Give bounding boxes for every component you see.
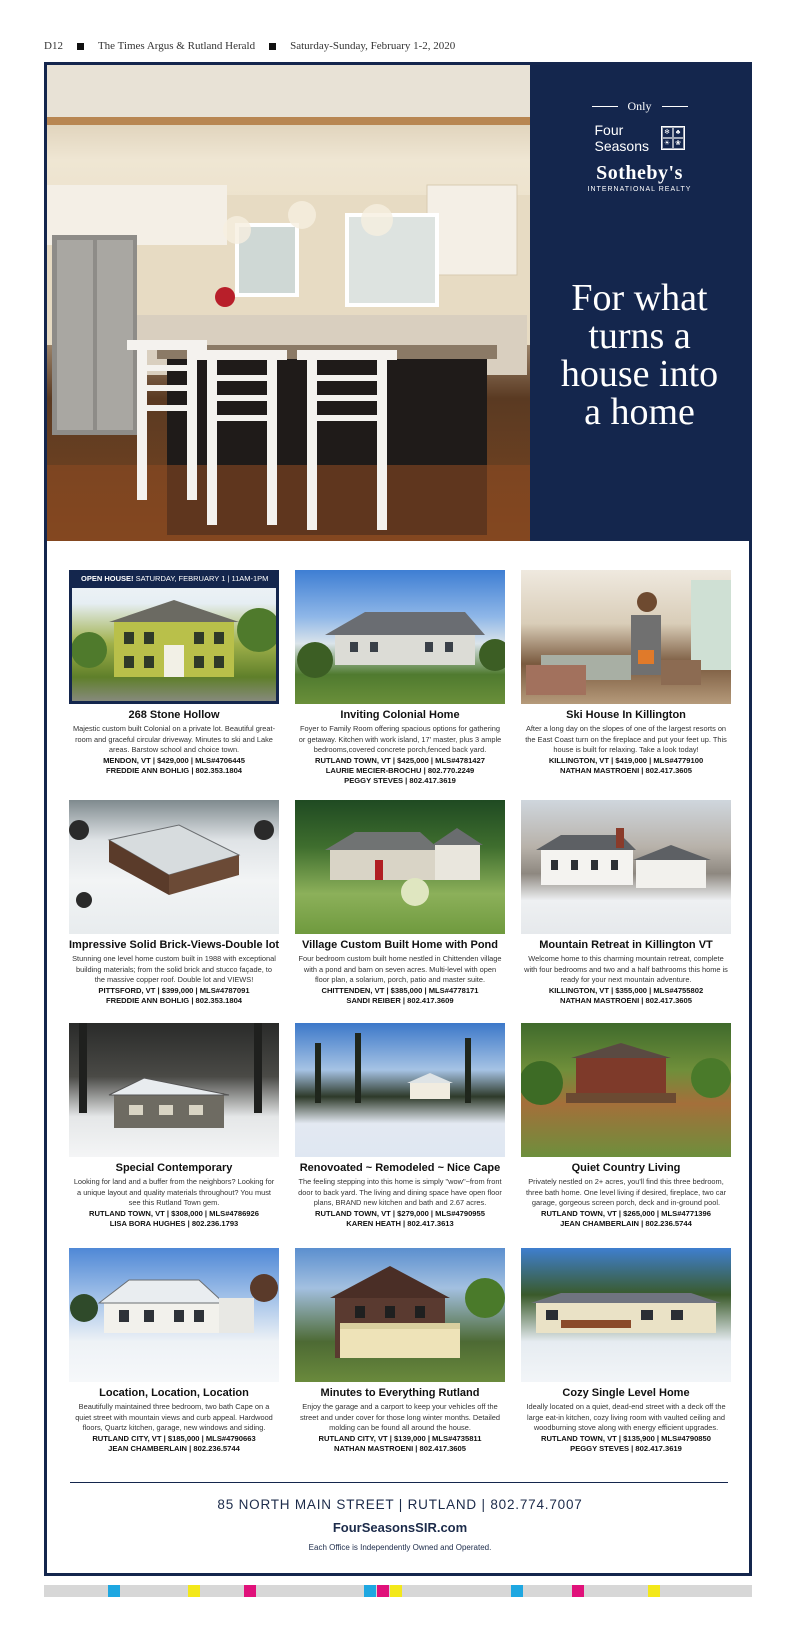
- listing-card[interactable]: [69, 1248, 279, 1454]
- listing-location-price: RUTLAND TOWN, VT | $279,000 | MLS#4790955: [315, 1208, 485, 1218]
- brand-panel: [530, 65, 749, 541]
- registration-swatch: [572, 1585, 584, 1597]
- listing-photo: [69, 1023, 279, 1157]
- listing-title: Ski House In Killington: [566, 709, 686, 721]
- headline: [530, 279, 749, 431]
- listing-card[interactable]: [521, 1023, 731, 1229]
- listing-description: Beautifully maintained three bedroom, two bath Cape on a quiet street with mountain views and curb appeal. Hardwood floors, Quartz kitchen, garage, new windows and siding.: [75, 1402, 273, 1432]
- separator-square: [269, 43, 276, 50]
- hero-kitchen-photo: [47, 65, 530, 541]
- listing-description: Looking for land and a buffer from the neighbors? Looking for a unique layout and quality materials throughout? You must see this Rutland Town gem.: [73, 1177, 275, 1207]
- listing-title: Quiet Country Living: [571, 1162, 681, 1174]
- listing-photo: [521, 800, 731, 934]
- registration-swatch: [648, 1585, 660, 1597]
- listing-card[interactable]: [521, 1248, 731, 1454]
- headline-line: turns a: [588, 315, 691, 357]
- listing-card[interactable]: [295, 800, 505, 1006]
- listing-card[interactable]: [69, 800, 279, 1006]
- listing-title: 268 Stone Hollow: [128, 709, 220, 721]
- listing-description: Privately nestled on 2+ acres, you'll find this three bedroom, three bath home. One level living if desired, fireplace, two car garage, gorgeous screen porch, deck and in-ground pool.: [525, 1177, 727, 1207]
- registration-swatch: [390, 1585, 402, 1597]
- listing-agent: SANDI REIBER | 802.417.3609: [346, 995, 454, 1005]
- listing-photo: [521, 1248, 731, 1382]
- listing-location-price: KILLINGTON, VT | $355,000 | MLS#4755802: [548, 985, 704, 995]
- listing-card[interactable]: [69, 570, 279, 776]
- listing-description: Stunning one level home custom built in 1988 with exceptional building materials; from the solid brick and stucco façade, to the massive copper roof. Double lot and VIEWS!: [72, 954, 276, 984]
- listing-agent: PEGGY STEVES | 802.417.3619: [570, 1443, 682, 1453]
- listing-card[interactable]: [295, 1248, 505, 1454]
- listing-card[interactable]: [295, 1023, 505, 1229]
- listing-location-price: RUTLAND CITY, VT | $139,000 | MLS#4735811: [318, 1433, 482, 1443]
- listing-title: Mountain Retreat in Killington VT: [539, 939, 713, 951]
- listing-location-price: RUTLAND TOWN, VT | $425,000 | MLS#4781427: [315, 755, 485, 765]
- listing-photo: [521, 570, 731, 704]
- listing-title: Renovoated ~ Remodeled ~ Nice Cape: [299, 1162, 501, 1174]
- listing-agent: NATHAN MASTROENI | 802.417.3605: [560, 765, 692, 775]
- kitchen-illustration: [47, 65, 530, 541]
- listing-title: Location, Location, Location: [99, 1387, 249, 1399]
- listing-location-price: RUTLAND CITY, VT | $185,000 | MLS#4790663: [92, 1433, 256, 1443]
- listing-agent: FREDDIE ANN BOHLIG | 802.353.1804: [105, 765, 243, 775]
- registration-swatch: [244, 1585, 256, 1597]
- listing-photo: [295, 800, 505, 934]
- listing-title: Inviting Colonial Home: [340, 709, 460, 721]
- listing-location-price: KILLINGTON, VT | $419,000 | MLS#4779100: [548, 755, 704, 765]
- registration-swatch: [377, 1585, 389, 1597]
- brand-seasons: Seasons: [594, 138, 649, 154]
- headline-line: house into: [560, 353, 719, 395]
- listing-location-price: RUTLAND TOWN, VT | $135,900 | MLS#4790850: [541, 1433, 711, 1443]
- listing-agent: JEAN CHAMBERLAIN | 802.236.5744: [108, 1443, 240, 1453]
- separator-square: [77, 43, 84, 50]
- listing-description: After a long day on the slopes of one of the largest resorts on the East Coast turn on the fireplace and put your feet up. This house is built for relaxing. Take a look today!: [525, 724, 727, 754]
- listing-description: Majestic custom built Colonial on a private lot. Beautiful great-room and graceful circular driveway. Minutes to ski and Lake areas. Barstow school and choice town.: [72, 724, 276, 754]
- footer-disclaimer: Each Office is Independently Owned and Operated.: [308, 1543, 492, 1552]
- listing-photo: [69, 570, 279, 704]
- brand-only-label: Only: [627, 99, 652, 113]
- listing-card[interactable]: [521, 800, 731, 1006]
- listing-photo: [295, 1248, 505, 1382]
- website-link[interactable]: FourSeasonsSIR.com: [332, 1520, 468, 1535]
- listing-photo: [521, 1023, 731, 1157]
- brand-logo: [530, 99, 749, 193]
- open-house-banner: OPEN HOUSE! SATURDAY, FEBRUARY 1 | 11AM-1PM: [69, 570, 279, 588]
- listing-title: Minutes to Everything Rutland: [320, 1387, 480, 1399]
- four-seasons-logo-icon: ❄ ♣ ☀ ❀: [661, 126, 685, 150]
- listing-description: Welcome home to this charming mountain retreat, complete with four bedrooms and two and a half bathrooms this home is ready for your next mountain adventure.: [524, 954, 728, 984]
- listing-title: Village Custom Built Home with Pond: [302, 939, 498, 951]
- listing-location-price: CHITTENDEN, VT | $385,000 | MLS#4778171: [321, 985, 479, 995]
- issue-date: Saturday-Sunday, February 1-2, 2020: [290, 40, 456, 52]
- listing-title: Special Contemporary: [115, 1162, 233, 1174]
- paper-name: The Times Argus & Rutland Herald: [97, 40, 256, 52]
- listing-description: Ideally located on a quiet, dead-end street with a deck off the large eat-in kitchen, cozy living room with vaulted ceiling and woodburning stove along with energy efficient upgrades.: [526, 1402, 726, 1432]
- registration-swatch: [511, 1585, 523, 1597]
- footer-divider: [70, 1482, 728, 1483]
- registration-swatch: [108, 1585, 120, 1597]
- listing-title: Cozy Single Level Home: [562, 1387, 690, 1399]
- listing-location-price: RUTLAND TOWN, VT | $265,000 | MLS#4771396: [541, 1208, 711, 1218]
- masthead: [44, 40, 455, 52]
- registration-swatch: [364, 1585, 376, 1597]
- listing-photo: [69, 1248, 279, 1382]
- page-number: D12: [44, 40, 63, 52]
- listing-description: The feeling stepping into this home is simply "wow"~from front door to back yard. The living and dining space have open floor plans, BRAND new kitchen and bath and 2.67 acres.: [298, 1177, 502, 1207]
- listing-description: Four bedroom custom built home nestled in Chittenden village with a pond and barn on seven acres. Multi-level with open floor plan, a solarium, porch, patio and master suite.: [298, 954, 502, 984]
- listing-description: Foyer to Family Room offering spacious options for gathering or getaway. Kitchen with work island, 17' master, plus 3 ample bedrooms,covered concrete porch,fenced back yard.: [298, 724, 502, 754]
- listing-card[interactable]: [69, 1023, 279, 1229]
- hero: [47, 65, 749, 541]
- brand-sothebys: Sotheby's: [596, 162, 683, 184]
- listing-description: Enjoy the garage and a carport to keep your vehicles off the street and under cover for those long winter months. Detailed molding can be found all around the house.: [299, 1402, 501, 1432]
- listing-location-price: MENDON, VT | $429,000 | MLS#4706445: [103, 755, 245, 765]
- listing-photo: [295, 1023, 505, 1157]
- brand-intl: INTERNATIONAL REALTY: [587, 186, 692, 193]
- listing-agent: LISA BORA HUGHES | 802.236.1793: [109, 1218, 239, 1228]
- listing-agent: PEGGY STEVES | 802.417.3619: [344, 775, 456, 785]
- print-color-bar: [44, 1585, 752, 1597]
- listing-agent: KAREN HEATH | 802.417.3613: [346, 1218, 454, 1228]
- listing-location-price: RUTLAND TOWN, VT | $308,000 | MLS#4786926: [89, 1208, 259, 1218]
- listing-card[interactable]: [295, 570, 505, 786]
- listing-agent: NATHAN MASTROENI | 802.417.3605: [560, 995, 692, 1005]
- listing-title: Impressive Solid Brick-Views-Double lot: [69, 939, 280, 951]
- headline-line: For what: [571, 277, 708, 319]
- listing-photo: [295, 570, 505, 704]
- listing-agent: LAURIE MECIER-BROCHU | 802.770.2249: [325, 765, 475, 775]
- listing-agent: FREDDIE ANN BOHLIG | 802.353.1804: [105, 995, 243, 1005]
- listing-location-price: PITTSFORD, VT | $399,000 | MLS#4787091: [98, 985, 250, 995]
- listing-photo: [69, 800, 279, 934]
- registration-swatch: [188, 1585, 200, 1597]
- brand-four: Four: [594, 122, 624, 138]
- listing-card[interactable]: [521, 570, 731, 776]
- office-address: 85 NORTH MAIN STREET | RUTLAND | 802.774.7007: [217, 1497, 583, 1512]
- listing-agent: JEAN CHAMBERLAIN | 802.236.5744: [560, 1218, 692, 1228]
- listing-agent: NATHAN MASTROENI | 802.417.3605: [334, 1443, 466, 1453]
- headline-line: a home: [584, 391, 695, 433]
